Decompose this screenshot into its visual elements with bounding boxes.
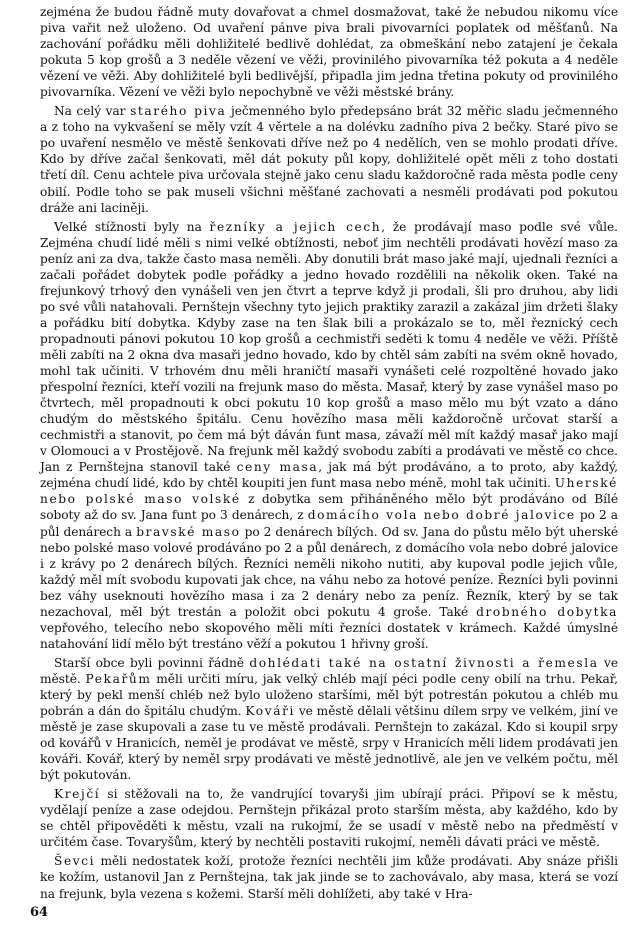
text-run: vepřového, telecího nebo skopového měli míti řezníci dostatek v krámech. Každé úmyslné natahování lidí mělo být trestáno věží a pokutou 1 hřivny groší. [40,620,618,651]
text-run: měli nedostatek koží, protože řezníci nechtěli jim kůže prodávati. Aby snáze přišli ke kožím, ustanovil Jan z Pernštejna, tak jak jinde se to zachovávalo, aby masa, která se vozí na frejunk, byla vezena s kožemi. Starší měli dohlížeti, aby také v Hra- [40,854,618,901]
text-run: Starší obce byli povinni řádně [54,655,250,670]
page-number: 64 [30,905,49,920]
body-text [40,4,618,902]
text-run: zejména že budou řádně muty dovařovat a chmel dosmažovat, také že nebudou nikomu více piva vařit než uloženo. Od uvaření pánve piva brali pivovarníci poplatek od měšťanů. Na zachování pořádku měli dohližitelé bedlivě dohlédat, za obmeškání nebo zatajení je čekala pokuta 5 kop grošů a 3 neděle vězení ve věži, provinilého pivovarníka též pokuta a 4 neděle vězení ve věži. Aby dohližitelé byli bedlivější, připadla jim jedna třetina pokuty od provinilého pivovarníka. Vězení ve věži bylo nepochybně ve věži městské brány. [40,5,618,100]
spaced-emphasis-text: starého piva [130,104,227,119]
spaced-emphasis-text: Ševci [54,854,96,869]
spaced-emphasis-text: domácího vola nebo dobré jalovice [307,508,576,523]
paragraph [40,219,618,652]
text-run: Velké stížnosti byly na [54,219,210,234]
spaced-emphasis-text: drobného dobytka [476,604,618,619]
text-run: , jak má být prodáváno, a to proto, aby každý, zejména chudí lidé, kdo by chtěl koupiti jen funt masa nebo méně, mohl tak učiniti. [40,460,618,491]
paragraph [40,103,618,215]
text-run: z dobytka sem přiháněného mělo být prodáváno od Bílé soboty až do sv. Jana funt po 3 denárech, z [40,492,618,523]
text-run: si stěžovali na to, že vandrující tovaryši jim ubírají práci. Připoví se k městu, vydělají peníze a zase odejdou. Pernštejn přikázal proto starším města, aby každého, kdo by se chtěl připověděti k městu, vzali na rukojmí, že se usadí v městě nebo na předměstí v určitém čase. Tovaryšům, který by nechtěli postaviti rukojmí, neměli dávati práci ve městě. [40,787,618,850]
spaced-emphasis-text: řezníky a jejich cech [209,219,382,234]
text-run: měli určiti míru, jak velký chléb mají péci podle ceny obilí na trhu. Pekař, který by pekl menší chléb než bylo uloženo staršími, měl být potrestán pokutou a chléb mu pobrán a dán do špitálu chudým. [40,671,618,719]
spaced-emphasis-text: Kováři [245,704,296,719]
spaced-emphasis-text: bravské maso [136,524,241,539]
paragraph-continued [40,4,618,100]
spaced-emphasis-text: Uherské nebo polské maso volské [40,476,618,507]
text-run: ječmenného bylo předepsáno brát 32 měřic sladu ječmenného a z toho na vykvašení se měly vzít 4 věrtele a na dolévku zadního piva 2 bečky. Staré pivo se po uvaření nesmělo ve městě šenkovati dříve než po 4 nedělích, ven se mohlo prodati dříve. Kdo by dříve začal šenkovati, měl dát pokuty půl kopy, dohližitelé opět měli z toho dostati třetí díl. Cenu achtele piva určovala stejně jako cenu sladu každoročně rada města podle ceny obilí. Podle toho se pak museli všichni měšťané zachovati a nesměli prodávati pod pokutou dráže ani laciněji. [40,104,618,215]
paragraph [40,655,618,783]
text-run: ve městě dělali většinu dílem srpy ve velkém, jiní ve městě je zase skupovali a zase tu ve městě prodávali. Pernštejn to zakázal. Kdo si koupil srpy od kovářů v Hranicích, neměl je prodávat ve městě, srpy v Hranicích měli lidem prodávati jen kováři. Kovář, který by neměl srpy prodávati ve městě jednotlivě, ale jen ve velkém počtu, měl být pokutován. [40,704,618,783]
text-run: ve městě. [40,655,618,686]
paragraph [40,853,618,901]
spaced-emphasis-text: Krejčí [54,787,101,802]
text-run: po 2 denárech bílých. Od sv. Jana do půstu mělo být uherské nebo polské maso volové prodáváno po 2 a půl denárech, z domácího vola nebo dobré jalovice i z krávy po 2 denárech bílých. Řezníci neměli nikoho nutiti, aby kupoval podle jejich vůle, každý měl mít svobodu kupovati jak chce, na váhu nebo za hotové peníze. Řezníci byli povinni bez váhy useknouti hovězího masa i za 2 denáry nebo za peníz. Řezník, který by se tak nezachoval, měl být trestán a položit obci pokutu 4 groše. Také [40,524,618,619]
text-run: , že prodávají maso podle své vůle. Zejména chudí lidé měli s nimi velké obtížnosti, neboť jim nechtěli prodávati hovězí maso za peníz ani za dva, takže často masa neměli. Aby donutili brát maso jaké mají, ujednali řezníci a začali pořádet dobytek podle pořádky a jedno hovado rozdělili na několik oken. Také na frejunkový trhový den vynášeli ven jen čtvrt a teprve když ji prodali, šli pro druhou, aby lidi po své vůli natahovali. Pernštejn všechny tyto jejich praktiky zarazil a zakázal jim držeti šlaky a pořádku bití dobytka. Kdyby zase na ten šlak bili a prokázalo se to, měl řeznický cech propadnouti pánovi pokutou 10 kop grošů a cechmistři seděti k tomu 4 neděle ve věži. Příště měli zabíti na 2 okna dva masaři jedno hovado, kdo by chtěl sám zabíti na svém okně hovado, mohl tak učiniti. V trhovém dnu měli hraničtí masaři vynášeti celé rozpoltěné hovado jako přespolní řezníci, kteří vozili na frejunk maso do města. Masař, který by zase vynášel maso po čtvrtech, měl propadnouti k obci pokutu 10 kop grošů a maso mělo mu být vzato a dáno chudým do městského špitálu. Cenu hovězího masa měli každoročně určovat starší a cechmistři a stanovit, po čem má být dáván funt masa, závaží měl mít každý masař jako mají v Olomouci a v Prostějově. Na frejunk měl každý svobodu zabíti a prodávati ve městě co chce. Jan z Pernštejna stanovil také [40,219,618,475]
spaced-emphasis-text: dohlédati také na ostatní živnosti a řemesla [249,655,599,670]
text-run: Na celý var [54,104,131,119]
spaced-emphasis-text: Pekařům [85,671,152,686]
spaced-emphasis-text: ceny masa [236,460,319,475]
paragraph [40,786,618,850]
text-run: po 2 a půl denárech a [40,508,618,539]
